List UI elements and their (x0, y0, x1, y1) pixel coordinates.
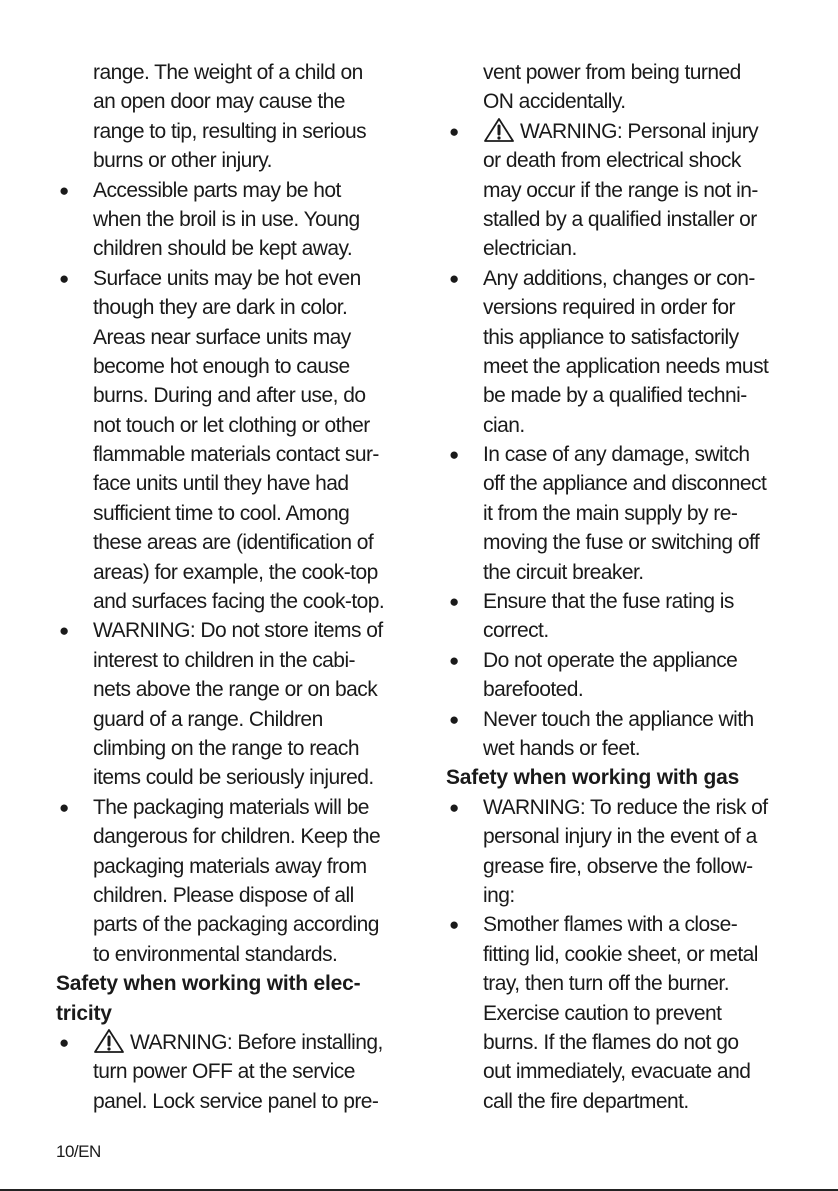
line-text: Exercise caution to prevent (483, 1001, 722, 1025)
bullet-icon: ● (59, 1032, 69, 1052)
bullet-item (56, 264, 408, 293)
text-line (56, 1057, 408, 1086)
text-line (446, 205, 788, 234)
line-text: face units until they have had (93, 472, 349, 496)
text-line (446, 1028, 788, 1057)
line-text: personal injury in the event of a (483, 825, 757, 849)
bullet-icon: ● (59, 268, 69, 288)
bullet-item (446, 705, 788, 734)
text-line (446, 675, 788, 704)
line-text: WARNING: To reduce the risk of (483, 795, 768, 819)
line-text: guard of a range. Children (93, 707, 323, 731)
bullet-item (446, 646, 788, 675)
bullet-icon: ● (59, 180, 69, 200)
line-text: may occur if the range is not in- (483, 178, 758, 202)
text-line (56, 469, 408, 498)
line-text: correct. (483, 619, 549, 643)
line-text: The packaging materials will be (93, 795, 369, 819)
warning-triangle-icon (93, 1028, 125, 1054)
line-text: dangerous for children. Keep the (93, 825, 381, 849)
line-text: WARNING: Personal injury (520, 119, 759, 143)
bullet-icon: ● (59, 621, 69, 641)
line-text: to environmental standards. (93, 942, 338, 966)
text-line (446, 411, 788, 440)
text-line (446, 1087, 788, 1116)
text-line (56, 205, 408, 234)
line-text: Ensure that the fuse rating is (483, 590, 734, 614)
line-text: Accessible parts may be hot (93, 178, 341, 202)
line-text: out immediately, evacuate and (483, 1060, 751, 1084)
line-text: flammable materials contact sur- (93, 443, 379, 467)
text-line (56, 323, 408, 352)
line-text: versions required in order for (483, 296, 735, 320)
text-line (446, 352, 788, 381)
bullet-item (446, 264, 788, 293)
line-text: wet hands or feet. (483, 736, 641, 760)
text-line (446, 616, 788, 645)
line-text: moving the fuse or switching off (483, 531, 760, 555)
text-line (446, 293, 788, 322)
text-line (56, 881, 408, 910)
bullet-item (56, 793, 408, 822)
line-text: these areas are (identification of (93, 531, 374, 555)
line-text: areas) for example, the cook-top (93, 560, 378, 584)
text-line (446, 558, 788, 587)
bullet-item (56, 176, 408, 205)
line-text: Safety when working with gas (446, 766, 740, 790)
text-line (446, 499, 788, 528)
line-text: tricity (56, 1001, 112, 1025)
line-text: children should be kept away. (93, 237, 353, 261)
line-text: WARNING: Before installing, (130, 1030, 383, 1054)
line-text: turn power OFF at the service (93, 1060, 355, 1084)
line-text: cian. (483, 413, 525, 437)
line-text: range. The weight of a child on (93, 61, 363, 84)
text-line (56, 940, 408, 969)
line-text: not touch or let clothing or other (93, 413, 370, 437)
text-line (56, 734, 408, 763)
bullet-item (446, 910, 788, 939)
section-heading (446, 763, 788, 792)
text-line (56, 852, 408, 881)
line-text: when the broil is in use. Young (93, 207, 360, 231)
text-line (56, 499, 408, 528)
section-heading (56, 969, 408, 998)
text-line (56, 910, 408, 939)
text-line (56, 87, 408, 116)
text-line (446, 822, 788, 851)
line-text: Do not operate the appliance (483, 648, 738, 672)
right-column (446, 58, 788, 1116)
line-text: burns or other injury. (93, 149, 272, 173)
line-text: though they are dark in color. (93, 296, 348, 320)
bullet-icon: ● (449, 592, 459, 612)
page-number: 10/EN (56, 1142, 101, 1161)
text-line (56, 646, 408, 675)
line-text: Smother flames with a close- (483, 913, 738, 937)
text-line (56, 234, 408, 263)
line-text: interest to children in the cabi- (93, 648, 355, 672)
line-text: panel. Lock service panel to pre- (93, 1089, 379, 1113)
text-line (56, 411, 408, 440)
text-line (56, 822, 408, 851)
line-text: children. Please dispose of all (93, 883, 354, 907)
text-line (446, 469, 788, 498)
line-text: In case of any damage, switch (483, 443, 750, 467)
line-text: WARNING: Do not store items of (93, 619, 383, 643)
line-text: range to tip, resulting in serious (93, 119, 367, 143)
text-line (56, 1087, 408, 1116)
line-text: Surface units may be hot even (93, 266, 361, 290)
section-heading (56, 999, 408, 1028)
text-line (446, 1057, 788, 1086)
text-line (56, 528, 408, 557)
text-line (56, 440, 408, 469)
line-text: Never touch the appliance with (483, 707, 754, 731)
line-text: barefooted. (483, 678, 584, 702)
bullet-item (56, 616, 408, 645)
line-text: fitting lid, cookie sheet, or metal (483, 942, 758, 966)
line-text: or death from electrical shock (483, 149, 741, 173)
text-line (446, 528, 788, 557)
bullet-item (446, 440, 788, 469)
line-text: ing: (483, 883, 515, 907)
text-line (56, 381, 408, 410)
line-text: Areas near surface units may (93, 325, 351, 349)
text-line (446, 87, 788, 116)
text-line (446, 999, 788, 1028)
bullet-icon: ● (449, 709, 459, 729)
text-line (446, 234, 788, 263)
line-text: meet the application needs must (483, 354, 769, 378)
text-line (446, 852, 788, 881)
bullet-icon: ● (449, 650, 459, 670)
bullet-icon: ● (449, 268, 459, 288)
line-text: items could be seriously injured. (93, 766, 374, 790)
text-line (56, 675, 408, 704)
line-text: electrician. (483, 237, 577, 261)
text-line (56, 587, 408, 616)
line-text: parts of the packaging according (93, 913, 379, 937)
text-line (446, 146, 788, 175)
text-line (446, 58, 788, 87)
text-line (56, 705, 408, 734)
line-text: burns. If the flames do not go (483, 1030, 739, 1054)
bullet-icon: ● (449, 445, 459, 465)
text-line (56, 58, 408, 87)
line-text: the circuit breaker. (483, 560, 644, 584)
line-text: tray, then turn off the burner. (483, 972, 730, 996)
text-line (446, 969, 788, 998)
line-text: off the appliance and disconnect (483, 472, 767, 496)
bullet-item (446, 793, 788, 822)
line-text: it from the main supply by re- (483, 501, 738, 525)
bullet-icon: ● (59, 797, 69, 817)
line-text: climbing on the range to reach (93, 736, 360, 760)
text-line (56, 293, 408, 322)
warning-triangle-icon (483, 117, 515, 143)
bullet-icon: ● (449, 915, 459, 935)
bullet-icon: ● (449, 797, 459, 817)
line-text: nets above the range or on back (93, 678, 378, 702)
line-text: become hot enough to cause (93, 354, 350, 378)
left-column (56, 58, 408, 1116)
text-line (446, 734, 788, 763)
text-line (56, 117, 408, 146)
text-line (446, 381, 788, 410)
line-text: be made by a qualified techni- (483, 384, 747, 408)
bullet-item (56, 1028, 408, 1057)
line-text: vent power from being turned (483, 61, 741, 84)
text-line (446, 940, 788, 969)
line-text: and surfaces facing the cook-top. (93, 590, 385, 614)
line-text: Safety when working with elec- (56, 972, 361, 996)
bullet-icon: ● (449, 121, 459, 141)
text-line (56, 763, 408, 792)
line-text: stalled by a qualified installer or (483, 207, 757, 231)
text-line (56, 558, 408, 587)
line-text: grease fire, observe the follow- (483, 854, 753, 878)
line-text: sufficient time to cool. Among (93, 501, 350, 525)
bullet-item (446, 117, 788, 146)
bullet-item (446, 587, 788, 616)
line-text: packaging materials away from (93, 854, 367, 878)
text-line (56, 146, 408, 175)
text-line (56, 352, 408, 381)
line-text: an open door may cause the (93, 90, 345, 114)
line-text: Any additions, changes or con- (483, 266, 755, 290)
line-text: burns. During and after use, do (93, 384, 366, 408)
text-line (446, 176, 788, 205)
line-text: this appliance to satisfactorily (483, 325, 739, 349)
text-line (446, 881, 788, 910)
line-text: call the fire department. (483, 1089, 689, 1113)
text-line (446, 323, 788, 352)
line-text: ON accidentally. (483, 90, 626, 114)
